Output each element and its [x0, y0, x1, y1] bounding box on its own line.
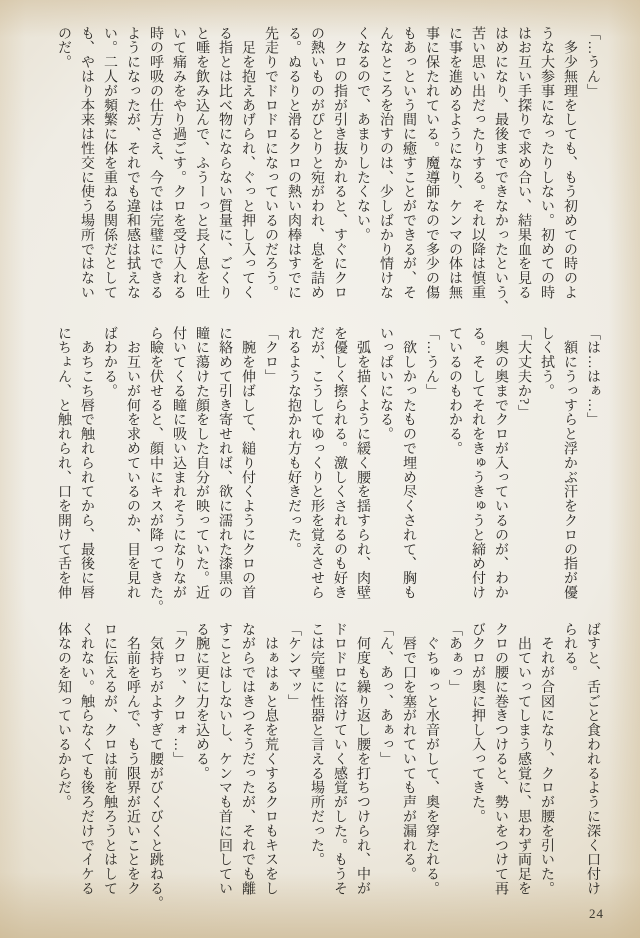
text-line: 何度も繰り返し腰を打ちつけられ、中が	[355, 622, 370, 896]
text-line: 「は…はぁ…」	[585, 326, 600, 427]
text-line: 事に保たれている。魔導師なので多少の傷	[424, 26, 439, 300]
text-line: ら瞼を伏せると、顔中にキスが降ってきた。	[148, 326, 163, 614]
text-line: る指とは比べ物にならない質量に、ごくり	[217, 26, 232, 300]
text-line: 苦い思い出だったりする。それ以降は慎重	[470, 26, 485, 300]
text-line: 「…うん」	[585, 26, 600, 98]
text-line: ドロドロに溶けていく感覚がした。もうそ	[332, 622, 347, 896]
text-line: いっぱいになる。	[378, 326, 393, 442]
text-line: 「…うん」	[424, 326, 439, 398]
text-line: 気持ちがよすぎて腰がびくびくと跳ねる。	[148, 622, 163, 910]
text-line: あちこち唇で触れられてから、最後に唇	[79, 326, 94, 600]
text-line: 「ん、あっ、あぁっ」	[378, 622, 393, 766]
text-line: 奥の奥までクロが入っているのが、わか	[493, 326, 508, 600]
text-line: ばすと、舌ごと食われるように深く口付け	[585, 622, 600, 896]
text-line: クロの指が引き抜かれると、すぐにクロ	[332, 26, 347, 300]
text-line: 先走りでドロドロになっているのだろう。	[263, 26, 278, 300]
text-line: 瞳に蕩けた顔をした自分が映っていた。近	[194, 326, 209, 600]
text-line: お互いが何を求めているのか、目を見れ	[125, 326, 140, 600]
text-line: 付いてくる瞳に吸い込まれそうになりなが	[171, 326, 186, 600]
text-line: はぁはぁと息を荒くするクロもキスをし	[263, 622, 278, 896]
text-line: はめになり、最後までできなかったという、	[493, 26, 508, 314]
text-line: くなるので、あまりしたくない。	[355, 26, 370, 242]
text-line: もあっという間に癒すことができるが、そ	[401, 26, 416, 300]
text-line: それが合図になり、クロが腰を引いた。	[539, 622, 554, 896]
text-line: 体なのを知っているからだ。	[56, 622, 71, 810]
text-line: 「クロッ、クロォ…」	[171, 622, 186, 766]
text-line: 足を抱えあげられ、ぐっと押し入ってく	[240, 26, 255, 300]
text-line: 多少無理をしても、もう初めての時のよ	[562, 26, 577, 300]
text-line: びクロが奥に押し入ってきた。	[470, 622, 485, 824]
text-line: る腕に更に力を込める。	[194, 622, 209, 781]
text-line: る。ぬるりと滑るクロの熱い肉棒はすでに	[286, 26, 301, 300]
page-number: 24	[589, 906, 604, 921]
text-line: 出ていってしまう感覚に、思わず両足を	[516, 622, 531, 896]
text-line: 「クロ」	[263, 326, 278, 384]
text-line: すことはしないし、ケンマも首に回してい	[217, 622, 232, 896]
text-line: のだ。	[56, 26, 71, 70]
text-line: はお互い手探りで求め合い、結果血を見る	[516, 26, 531, 300]
text-line: に事を進めるようになり、ケンマの体は無	[447, 26, 462, 300]
text-line: だが、こうしてゆっくりと形を覚えさせら	[309, 326, 324, 600]
text-line: ばわかる。	[102, 326, 117, 398]
text-line: と唾を飲み込んで、ふうーっと長く息を吐	[194, 26, 209, 300]
text-line: の熱いものがぴとりと宛がわれ、息を詰め	[309, 26, 324, 300]
text-line: 欲しかったもので埋め尽くされて、胸も	[401, 326, 416, 600]
text-line: 腕を伸ばして、縋り付くようにクロの首	[240, 326, 255, 600]
text-line: 「ケンマッ」	[286, 622, 301, 709]
text-line: 「あぁっ」	[447, 622, 462, 694]
text-line: こは完璧に性器と言える場所だった。	[309, 622, 324, 867]
text-line: られる。	[562, 622, 577, 680]
text-line: くれない。触らなくても後ろだけでイケる	[79, 622, 94, 896]
text-line: ようになったが、それでも違和感は拭えな	[125, 26, 140, 300]
text-block-bottom	[52, 622, 604, 914]
text-line: 名前を呼んで、もう限界が近いことをク	[125, 622, 140, 896]
text-line: 弧を描くように緩く腰を揺すられ、肉壁	[355, 326, 370, 600]
text-line: クロの腰に巻きつけると、勢いをつけて再	[493, 622, 508, 896]
text-line: る。そしてそれをきゅうきゅうと締め付け	[470, 326, 485, 600]
text-line: んなところを治すのは、少しばかり情けな	[378, 26, 393, 300]
text-line: 「大丈夫か?」	[516, 326, 531, 420]
text-line: ながらではきつそうだったが、それでも離	[240, 622, 255, 896]
text-line: 額にうっすらと浮かぶ汗をクロの指が優	[562, 326, 577, 600]
text-line: 時の呼吸の仕方さえ、今では完璧にできる	[148, 26, 163, 300]
text-line: も、やはり本来は性交に使う場所ではない	[79, 26, 94, 300]
text-line: ぐちゅっと水音がして、奥を穿たれる。	[424, 622, 439, 896]
text-line: い。二人が頻繁に体を重ねる関係だとして	[102, 26, 117, 300]
text-line: いて痛みをやり過ごす。クロを受け入れる	[171, 26, 186, 300]
text-line: うな大参事になったりしない。初めての時	[539, 26, 554, 300]
text-line: ロに伝えるが、クロは前を触ろうとはして	[102, 622, 117, 896]
text-line: しく拭う。	[539, 326, 554, 398]
text-block-top	[52, 26, 604, 314]
text-line: にちょん、と触れられ、口を開けて舌を伸	[56, 326, 71, 600]
text-line: 唇で口を塞がれていても声が漏れる。	[401, 622, 416, 882]
text-line: ているのもわかる。	[447, 326, 462, 456]
text-line: を優しく擦られる。激しくされるのも好き	[332, 326, 347, 600]
text-line: れるような抱かれ方も好きだった。	[286, 326, 301, 557]
text-block-middle	[52, 326, 604, 614]
text-line: に絡めて引き寄せれば、欲に濡れた漆黒の	[217, 326, 232, 600]
